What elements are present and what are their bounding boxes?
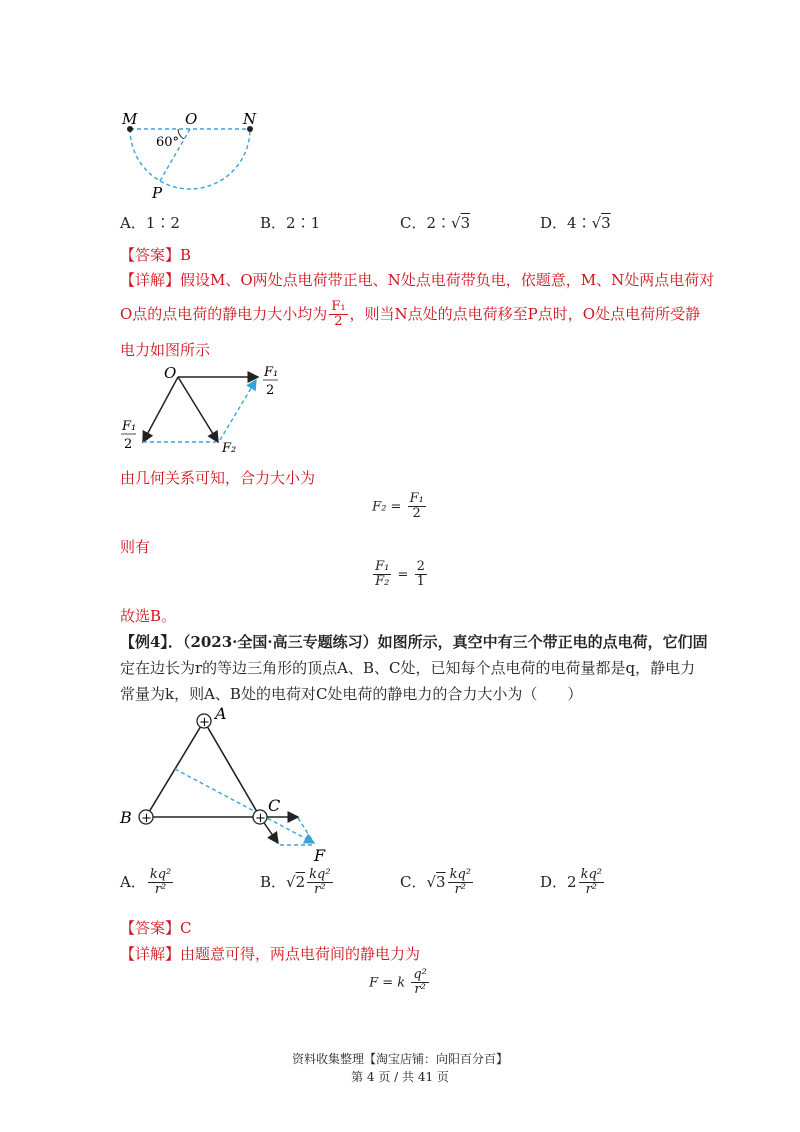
figure-semicircle xyxy=(112,108,272,208)
footer-source: 资料收集整理【淘宝店铺：向阳百分百】 xyxy=(291,1052,508,1066)
equation-f2: F₂ = $\frac{\text{F₁}}{2}$ xyxy=(372,491,424,522)
svg-text:F₁: F₁ xyxy=(122,419,137,434)
svg-text:2: 2 xyxy=(124,437,133,452)
q3-option-a[interactable]: A．1∶2 xyxy=(120,214,180,232)
footer-page-number: 第 4 页 / 共 41 页 xyxy=(351,1070,449,1084)
q4-option-c[interactable]: C．√3 $\frac{\text{kq²}}{\text{r²}}$ xyxy=(400,867,472,898)
label-O: O xyxy=(185,110,198,128)
figure-force-diagram xyxy=(118,362,288,462)
q3-detail-line2: O点的点电荷的静电力大小均为 $\frac{\text{F₁}}{2}$ ，则当N点处的点电荷移至P点时，O处点电荷所受静 xyxy=(120,299,701,330)
q4-option-d[interactable]: D．2 $\frac{\text{kq²}}{\text{r²}}$ xyxy=(540,867,602,898)
then-text: 则有 xyxy=(120,538,151,556)
label-O2: O xyxy=(164,364,177,382)
figure-triangle xyxy=(118,705,348,865)
q4-detail: 【详解】由题意可得，两点电荷间的静电力为 xyxy=(120,945,421,963)
label-C: C xyxy=(268,796,281,815)
equation-ratio: $\frac{\text{F₁}}{\text{F₂}}$ = $\frac{2}{1}$ xyxy=(375,559,425,590)
svg-text:+: + xyxy=(141,811,152,826)
label-N: N xyxy=(243,110,257,128)
q4-answer: 【答案】C xyxy=(120,919,192,937)
choose-text: 故选B。 xyxy=(120,607,177,625)
equation-coulomb: F = k $\frac{\text{q²}}{\text{r²}}$ xyxy=(369,967,427,998)
q3-detail-line3: 电力如图所示 xyxy=(120,341,211,359)
svg-text:+: + xyxy=(255,811,266,826)
geom-text: 由几何关系可知，合力大小为 xyxy=(120,469,316,487)
label-A: A xyxy=(215,705,227,723)
q4-line1: 【例4】．（2023·全国·高三专题练习）如图所示，真空中有三个带正电的点电荷，它们固 xyxy=(120,633,708,651)
q3-option-b[interactable]: B．2∶1 xyxy=(260,214,321,232)
svg-text:F₁: F₁ xyxy=(264,365,279,380)
label-P: P xyxy=(152,184,163,202)
svg-text:+: + xyxy=(199,715,210,730)
q3-option-d[interactable]: D．4∶√3 xyxy=(540,214,611,232)
q3-answer: 【答案】B xyxy=(120,246,192,264)
q4-line3: 常量为k，则A、B处的电荷对C处电荷的静电力的合力大小为（ ） xyxy=(120,685,583,703)
label-M: M xyxy=(122,110,138,128)
q4-line2: 定在边长为r的等边三角形的顶点A、B、C处，已知每个点电荷的电荷量都是q，静电力 xyxy=(120,659,696,677)
svg-text:2: 2 xyxy=(266,383,275,398)
q4-option-b[interactable]: B．√2 $\frac{\text{kq²}}{\text{r²}}$ xyxy=(260,867,331,898)
q3-option-c[interactable]: C．2∶√3 xyxy=(400,214,471,232)
label-B: B xyxy=(120,808,132,827)
q3-detail-line1: 【详解】假设M、O两处点电荷带正电、N处点电荷带负电，依题意，M、N处两点电荷对 xyxy=(120,271,715,289)
fraction-f1-over-2: $\frac{\text{F₁}}{2}$ xyxy=(331,299,346,330)
label-F: F xyxy=(314,846,326,865)
svg-text:F₂: F₂ xyxy=(222,441,237,456)
q4-option-a[interactable]: A． $\frac{\text{kq²}}{\text{r²}}$ xyxy=(120,867,172,898)
label-angle: 60° xyxy=(156,135,180,150)
